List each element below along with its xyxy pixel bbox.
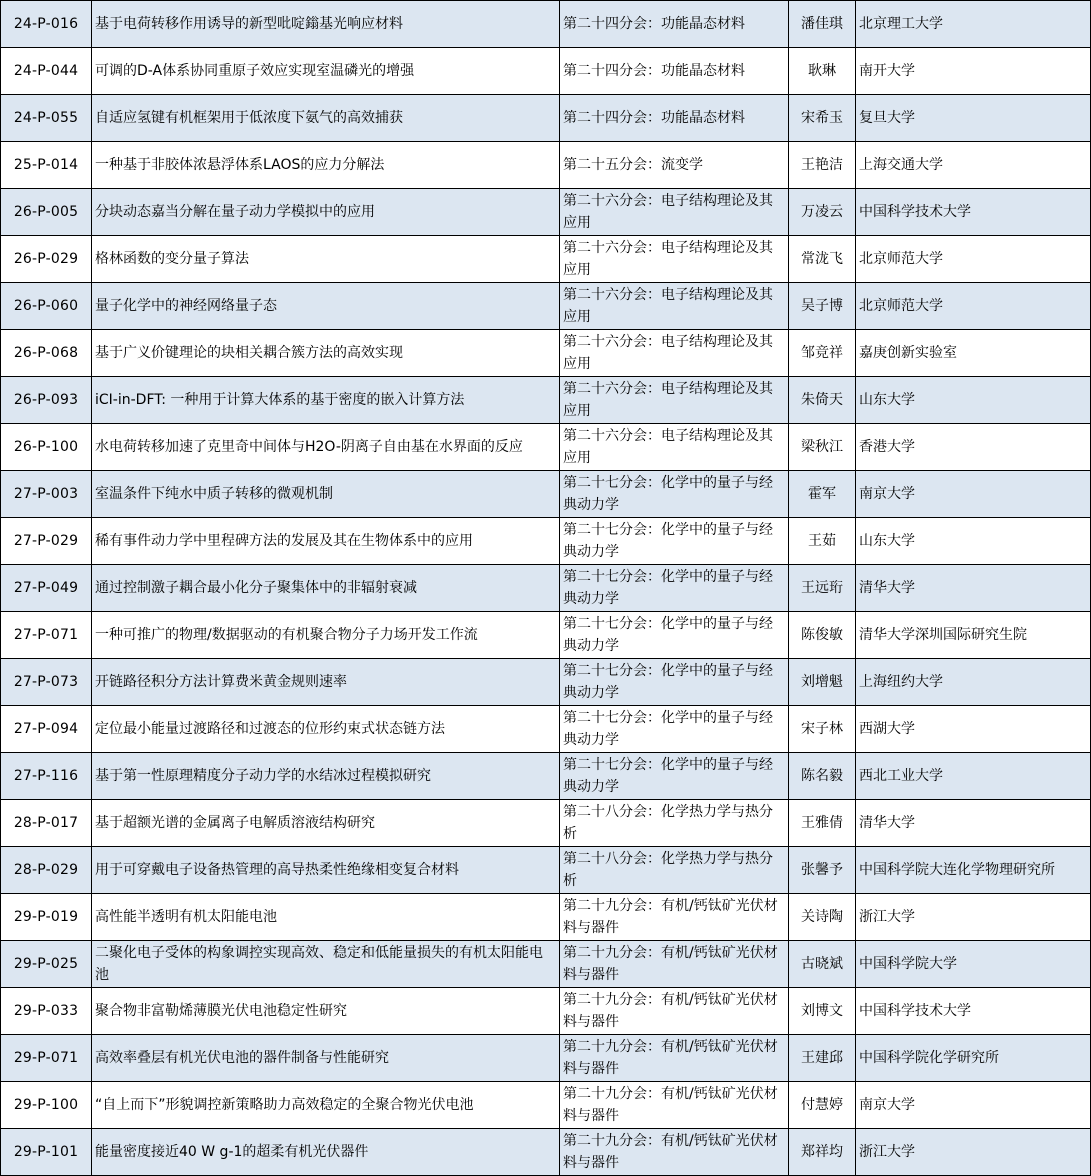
presenter-cell: 王建邱 [789, 1035, 856, 1082]
poster-title-cell: 稀有事件动力学中里程碑方法的发展及其在生物体系中的应用 [92, 518, 560, 565]
division-cell: 第二十七分会：化学中的量子与经典动力学 [560, 706, 789, 753]
institution-cell: 清华大学深圳国际研究生院 [856, 612, 1091, 659]
table-row [1, 800, 1091, 847]
institution-cell: 上海纽约大学 [856, 659, 1091, 706]
poster-id-cell: 29-P-033 [1, 988, 92, 1035]
poster-table-body [1, 1, 1091, 1176]
poster-id-cell: 26-P-093 [1, 377, 92, 424]
poster-title-cell: 自适应氢键有机框架用于低浓度下氨气的高效捕获 [92, 95, 560, 142]
institution-cell: 中国科学技术大学 [856, 189, 1091, 236]
presenter-cell: 王远珩 [789, 565, 856, 612]
institution-cell: 浙江大学 [856, 894, 1091, 941]
presenter-cell: 耿琳 [789, 48, 856, 95]
division-cell: 第二十四分会：功能晶态材料 [560, 95, 789, 142]
table-row [1, 847, 1091, 894]
division-cell: 第二十六分会：电子结构理论及其应用 [560, 189, 789, 236]
poster-title-cell: 基于电荷转移作用诱导的新型吡啶鎓基光响应材料 [92, 1, 560, 48]
poster-title-cell: 二聚化电子受体的构象调控实现高效、稳定和低能量损失的有机太阳能电池 [92, 941, 560, 988]
division-cell: 第二十九分会：有机/钙钛矿光伏材料与器件 [560, 1129, 789, 1176]
table-row [1, 1082, 1091, 1129]
poster-title-cell: 高性能半透明有机太阳能电池 [92, 894, 560, 941]
poster-title-cell: 通过控制激子耦合最小化分子聚集体中的非辐射衰减 [92, 565, 560, 612]
table-row [1, 941, 1091, 988]
division-cell: 第二十四分会：功能晶态材料 [560, 1, 789, 48]
table-row [1, 565, 1091, 612]
division-cell: 第二十七分会：化学中的量子与经典动力学 [560, 518, 789, 565]
presenter-cell: 陈俊敏 [789, 612, 856, 659]
table-row [1, 95, 1091, 142]
table-row [1, 189, 1091, 236]
presenter-cell: 张馨予 [789, 847, 856, 894]
poster-title-cell: 能量密度接近40 W g-1的超柔有机光伏器件 [92, 1129, 560, 1176]
division-cell: 第二十九分会：有机/钙钛矿光伏材料与器件 [560, 1035, 789, 1082]
poster-id-cell: 26-P-100 [1, 424, 92, 471]
institution-cell: 上海交通大学 [856, 142, 1091, 189]
institution-cell: 山东大学 [856, 518, 1091, 565]
poster-title-cell: 聚合物非富勒烯薄膜光伏电池稳定性研究 [92, 988, 560, 1035]
institution-cell: 北京理工大学 [856, 1, 1091, 48]
table-row [1, 518, 1091, 565]
presenter-cell: 宋希玉 [789, 95, 856, 142]
institution-cell: 香港大学 [856, 424, 1091, 471]
division-cell: 第二十七分会：化学中的量子与经典动力学 [560, 659, 789, 706]
division-cell: 第二十六分会：电子结构理论及其应用 [560, 283, 789, 330]
institution-cell: 西湖大学 [856, 706, 1091, 753]
table-row [1, 894, 1091, 941]
poster-id-cell: 26-P-068 [1, 330, 92, 377]
division-cell: 第二十六分会：电子结构理论及其应用 [560, 424, 789, 471]
presenter-cell: 关诗陶 [789, 894, 856, 941]
table-row [1, 377, 1091, 424]
poster-title-cell: 高效率叠层有机光伏电池的器件制备与性能研究 [92, 1035, 560, 1082]
poster-id-cell: 29-P-025 [1, 941, 92, 988]
poster-id-cell: 28-P-029 [1, 847, 92, 894]
institution-cell: 浙江大学 [856, 1129, 1091, 1176]
poster-id-cell: 26-P-005 [1, 189, 92, 236]
poster-title-cell: 可调的D-A体系协同重原子效应实现室温磷光的增强 [92, 48, 560, 95]
division-cell: 第二十七分会：化学中的量子与经典动力学 [560, 471, 789, 518]
institution-cell: 西北工业大学 [856, 753, 1091, 800]
table-row [1, 330, 1091, 377]
division-cell: 第二十七分会：化学中的量子与经典动力学 [560, 612, 789, 659]
poster-id-cell: 27-P-116 [1, 753, 92, 800]
poster-id-cell: 26-P-060 [1, 283, 92, 330]
division-cell: 第二十九分会：有机/钙钛矿光伏材料与器件 [560, 1082, 789, 1129]
presenter-cell: 王雅倩 [789, 800, 856, 847]
poster-id-cell: 27-P-071 [1, 612, 92, 659]
division-cell: 第二十六分会：电子结构理论及其应用 [560, 236, 789, 283]
institution-cell: 复旦大学 [856, 95, 1091, 142]
division-cell: 第二十七分会：化学中的量子与经典动力学 [560, 753, 789, 800]
presenter-cell: 吴子博 [789, 283, 856, 330]
institution-cell: 南京大学 [856, 1082, 1091, 1129]
poster-id-cell: 28-P-017 [1, 800, 92, 847]
presenter-cell: 朱倚天 [789, 377, 856, 424]
presenter-cell: 刘增魁 [789, 659, 856, 706]
poster-title-cell: “自上而下”形貌调控新策略助力高效稳定的全聚合物光伏电池 [92, 1082, 560, 1129]
presenter-cell: 霍军 [789, 471, 856, 518]
institution-cell: 中国科学院化学研究所 [856, 1035, 1091, 1082]
poster-title-cell: 水电荷转移加速了克里奇中间体与H2O-阴离子自由基在水界面的反应 [92, 424, 560, 471]
presenter-cell: 邹竞祥 [789, 330, 856, 377]
institution-cell: 中国科学院大连化学物理研究所 [856, 847, 1091, 894]
presenter-cell: 常泷飞 [789, 236, 856, 283]
presenter-cell: 刘博文 [789, 988, 856, 1035]
poster-id-cell: 29-P-071 [1, 1035, 92, 1082]
table-row [1, 236, 1091, 283]
poster-title-cell: 基于超额光谱的金属离子电解质溶液结构研究 [92, 800, 560, 847]
presenter-cell: 付慧婷 [789, 1082, 856, 1129]
division-cell: 第二十六分会：电子结构理论及其应用 [560, 377, 789, 424]
institution-cell: 北京师范大学 [856, 236, 1091, 283]
poster-title-cell: 开链路径积分方法计算费米黄金规则速率 [92, 659, 560, 706]
table-row [1, 48, 1091, 95]
table-row [1, 424, 1091, 471]
poster-title-cell: 一种可推广的物理/数据驱动的有机聚合物分子力场开发工作流 [92, 612, 560, 659]
presenter-cell: 郑祥均 [789, 1129, 856, 1176]
poster-title-cell: 室温条件下纯水中质子转移的微观机制 [92, 471, 560, 518]
poster-title-cell: 分块动态嘉当分解在量子动力学模拟中的应用 [92, 189, 560, 236]
poster-id-cell: 27-P-073 [1, 659, 92, 706]
division-cell: 第二十五分会：流变学 [560, 142, 789, 189]
poster-title-cell: 格林函数的变分量子算法 [92, 236, 560, 283]
poster-id-cell: 25-P-014 [1, 142, 92, 189]
institution-cell: 山东大学 [856, 377, 1091, 424]
table-row [1, 988, 1091, 1035]
institution-cell: 南开大学 [856, 48, 1091, 95]
division-cell: 第二十八分会：化学热力学与热分析 [560, 847, 789, 894]
table-row [1, 142, 1091, 189]
division-cell: 第二十四分会：功能晶态材料 [560, 48, 789, 95]
poster-title-cell: 定位最小能量过渡路径和过渡态的位形约束式状态链方法 [92, 706, 560, 753]
institution-cell: 北京师范大学 [856, 283, 1091, 330]
poster-title-cell: 量子化学中的神经网络量子态 [92, 283, 560, 330]
division-cell: 第二十八分会：化学热力学与热分析 [560, 800, 789, 847]
table-row [1, 1129, 1091, 1176]
presenter-cell: 潘佳琪 [789, 1, 856, 48]
poster-title-cell: 用于可穿戴电子设备热管理的高导热柔性绝缘相变复合材料 [92, 847, 560, 894]
table-row [1, 753, 1091, 800]
poster-id-cell: 24-P-016 [1, 1, 92, 48]
poster-id-cell: 29-P-101 [1, 1129, 92, 1176]
table-row [1, 471, 1091, 518]
division-cell: 第二十九分会：有机/钙钛矿光伏材料与器件 [560, 894, 789, 941]
division-cell: 第二十七分会：化学中的量子与经典动力学 [560, 565, 789, 612]
institution-cell: 中国科学院大学 [856, 941, 1091, 988]
presenter-cell: 王茹 [789, 518, 856, 565]
division-cell: 第二十六分会：电子结构理论及其应用 [560, 330, 789, 377]
presenter-cell: 梁秋江 [789, 424, 856, 471]
poster-id-cell: 27-P-094 [1, 706, 92, 753]
institution-cell: 中国科学技术大学 [856, 988, 1091, 1035]
presenter-cell: 陈名毅 [789, 753, 856, 800]
presenter-cell: 宋子林 [789, 706, 856, 753]
table-row [1, 659, 1091, 706]
table-row [1, 1, 1091, 48]
poster-id-cell: 27-P-029 [1, 518, 92, 565]
poster-id-cell: 24-P-044 [1, 48, 92, 95]
presenter-cell: 王艳洁 [789, 142, 856, 189]
table-row [1, 706, 1091, 753]
presenter-cell: 万凌云 [789, 189, 856, 236]
division-cell: 第二十九分会：有机/钙钛矿光伏材料与器件 [560, 988, 789, 1035]
poster-id-cell: 29-P-100 [1, 1082, 92, 1129]
poster-title-cell: 基于第一性原理精度分子动力学的水结冰过程模拟研究 [92, 753, 560, 800]
poster-id-cell: 26-P-029 [1, 236, 92, 283]
presenter-cell: 古晓斌 [789, 941, 856, 988]
institution-cell: 嘉庚创新实验室 [856, 330, 1091, 377]
poster-id-cell: 24-P-055 [1, 95, 92, 142]
division-cell: 第二十九分会：有机/钙钛矿光伏材料与器件 [560, 941, 789, 988]
poster-id-cell: 29-P-019 [1, 894, 92, 941]
institution-cell: 清华大学 [856, 565, 1091, 612]
table-row [1, 612, 1091, 659]
poster-title-cell: 基于广义价键理论的块相关耦合簇方法的高效实现 [92, 330, 560, 377]
institution-cell: 南京大学 [856, 471, 1091, 518]
table-row [1, 1035, 1091, 1082]
institution-cell: 清华大学 [856, 800, 1091, 847]
poster-title-cell: iCI-in-DFT: 一种用于计算大体系的基于密度的嵌入计算方法 [92, 377, 560, 424]
poster-id-cell: 27-P-003 [1, 471, 92, 518]
poster-id-cell: 27-P-049 [1, 565, 92, 612]
poster-title-cell: 一种基于非胶体浓悬浮体系LAOS的应力分解法 [92, 142, 560, 189]
table-row [1, 283, 1091, 330]
